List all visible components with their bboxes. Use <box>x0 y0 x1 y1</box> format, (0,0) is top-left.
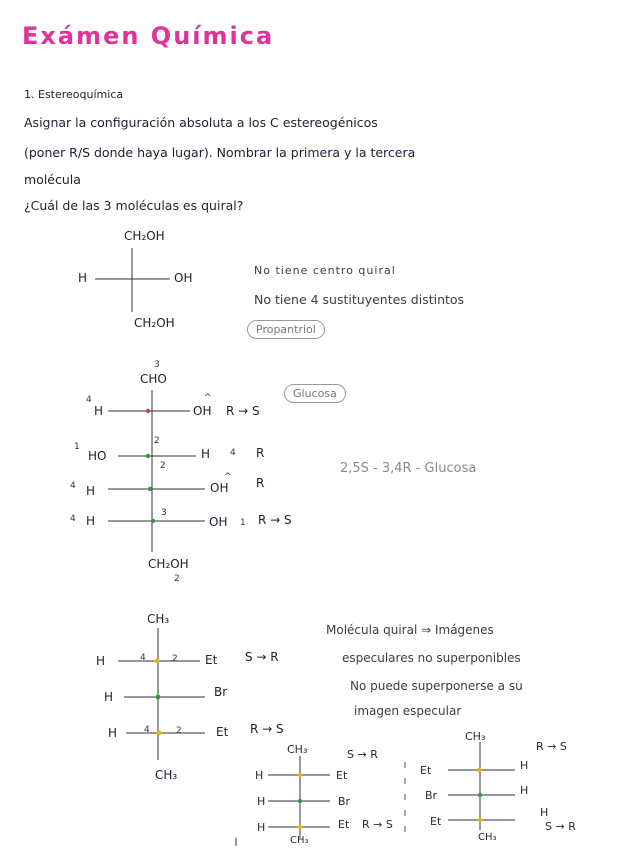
mol2-r1-left: H <box>94 404 104 418</box>
mol3-note-4: imagen especular <box>354 704 462 718</box>
mol1-name: Propantriol <box>247 320 325 339</box>
mol1-bottom: CH₂OH <box>134 316 175 330</box>
mol2-r3-right: OH <box>210 481 229 495</box>
mol1-right: OH <box>174 271 193 285</box>
mirror-b-config-bottom: S → R <box>545 820 576 833</box>
mol2-inner-num-1: 2 <box>154 436 160 446</box>
mol3-r3-config: R → S <box>250 722 284 736</box>
mol2-r3-config: R <box>256 476 265 490</box>
mol2-bottom-num: 2 <box>174 574 180 584</box>
mirror-a-config-bottom: R → S <box>362 818 393 831</box>
mol2-r1-mark: ^ <box>204 393 212 403</box>
mirror-a-top: CH₃ <box>287 743 308 756</box>
mirror-b-config-top: R → S <box>536 740 567 753</box>
mol3-note-2: especulares no superponibles <box>342 651 521 665</box>
mol2-r2-num: 1 <box>74 442 80 452</box>
mol2-r2-left: HO <box>88 449 107 463</box>
mol2-r1-num: 4 <box>86 395 92 405</box>
mol3-r3-num-a: 4 <box>144 725 150 735</box>
mirror-a-r2-right: Br <box>338 795 351 808</box>
mol1-top: CH₂OH <box>124 229 165 243</box>
mol3-bottom: CH₃ <box>155 768 178 782</box>
mirror-b-r2-left: Br <box>425 789 438 802</box>
mol2-full-name: 2,5S - 3,4R - Glucosa <box>340 461 477 476</box>
mirror-b-bottom: CH₃ <box>478 832 497 843</box>
mol2-r2-right: H <box>201 447 211 461</box>
mol3-r1-config: S → R <box>245 650 279 664</box>
mol3-top: CH₃ <box>147 612 170 626</box>
question-line-2: (poner R/S donde haya lugar). Nombrar la primera y la tercera <box>24 145 416 160</box>
mirror-a-r1-left: H <box>255 769 264 782</box>
mol2-r3-left: H <box>86 484 96 498</box>
mirror-a-bottom: CH₃ <box>290 835 309 846</box>
mol1-note-2: No tiene 4 sustituyentes distintos <box>254 292 465 307</box>
question-heading: 1. Estereoquímica <box>24 88 124 101</box>
mol2-r4-mark: 1 <box>240 518 246 528</box>
mol3-r1-left: H <box>96 654 106 668</box>
mirror-a-r2-left: H <box>257 795 266 808</box>
mol2-r3-mark: ^ <box>224 472 232 482</box>
question-line-4: ¿Cuál de las 3 moléculas es quiral? <box>24 198 244 213</box>
mol2-top: CHO <box>140 372 167 386</box>
mol3-r3-left: H <box>108 726 118 740</box>
mol1-left: H <box>78 271 88 285</box>
mol3-r1-right: Et <box>205 653 218 667</box>
mol3-r2-right: Br <box>214 685 228 699</box>
mol3-r1-num-b: 2 <box>172 654 178 664</box>
mol3-note-3: No puede superponerse a su <box>350 679 523 693</box>
question-line-3: molécula <box>24 172 81 187</box>
mirror-b-r3-left: Et <box>430 815 442 828</box>
mol2-r1-config: R → S <box>226 404 260 418</box>
mirror-a-r3-left: H <box>257 821 266 834</box>
mol3-r3-num-b: 2 <box>176 726 182 736</box>
mol2-r3-num: 4 <box>70 481 76 491</box>
mirror-b-top: CH₃ <box>465 730 486 743</box>
mirror-a-config-top: S → R <box>347 748 378 761</box>
mol2-r4-config: R → S <box>258 513 292 527</box>
mirror-b-r3-right: H <box>540 806 549 819</box>
mol3-r3-right: Et <box>216 725 229 739</box>
mol2-inner-num-3: 3 <box>161 508 167 518</box>
mol2-r4-right: OH <box>209 515 228 529</box>
mol2-inner-num-2: 2 <box>160 461 166 471</box>
mol2-r4-num: 4 <box>70 514 76 524</box>
mol1-note-1: No tiene centro quiral <box>254 264 396 277</box>
mol2-name: Glucosa <box>284 384 346 403</box>
mirror-a-r3-right: Et <box>338 818 350 831</box>
mol3-r2-left: H <box>104 690 114 704</box>
mol2-r2-config: R <box>256 446 265 460</box>
mol3-note-1: Molécula quiral ⇒ Imágenes <box>326 623 494 637</box>
mirror-b-r2-right: H <box>520 784 529 797</box>
mirror-b-r1-right: H <box>520 759 529 772</box>
mol2-top-num: 3 <box>154 360 160 370</box>
mirror-b-r1-left: Et <box>420 764 432 777</box>
mol2-bottom: CH₂OH <box>148 557 189 571</box>
mol2-r1-right: OH <box>193 404 212 418</box>
mol2-r4-left: H <box>86 514 96 528</box>
page-title: Exámen Química <box>22 22 275 50</box>
mirror-a-r1-right: Et <box>336 769 348 782</box>
mol2-r2-mark: 4 <box>230 448 236 458</box>
mol3-r1-num-a: 4 <box>140 653 146 663</box>
question-line-1: Asignar la configuración absoluta a los C estereogénicos <box>24 115 378 130</box>
